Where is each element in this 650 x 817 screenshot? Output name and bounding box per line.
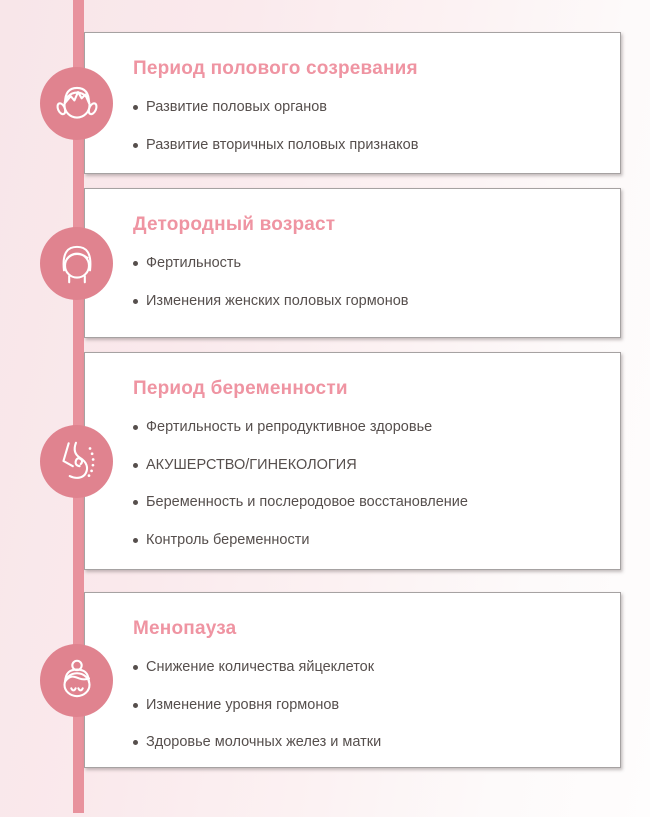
stage-circle xyxy=(40,425,113,498)
stage-bullet: Развитие половых органов xyxy=(133,98,602,118)
pregnant-woman-icon xyxy=(52,436,102,486)
stage-bullet: Снижение количества яйцеклеток xyxy=(133,658,602,678)
stage-bullet: АКУШЕРСТВО/ГИНЕКОЛОГИЯ xyxy=(133,456,602,476)
stage-bullet: Фертильность xyxy=(133,254,602,274)
stage-bullet-list xyxy=(133,418,602,550)
stage-circle xyxy=(40,227,113,300)
stage-bullet-list xyxy=(133,658,602,753)
adult-woman-face-icon xyxy=(52,238,102,288)
stage-bullet: Контроль беременности xyxy=(133,531,602,551)
stage-circle xyxy=(40,644,113,717)
stage-bullet-list xyxy=(133,98,602,155)
stage-bullet: Здоровье молочных желез и матки xyxy=(133,733,602,753)
stage-card xyxy=(84,592,621,768)
stage-bullet: Изменение уровня гормонов xyxy=(133,696,602,716)
stage-bullet: Изменения женских половых гормонов xyxy=(133,292,602,312)
girl-with-pigtails-icon xyxy=(52,78,102,128)
stage-card xyxy=(84,352,621,570)
stage-title: Период беременности xyxy=(133,378,348,399)
elderly-woman-bun-icon xyxy=(52,655,102,705)
stage-title: Менопауза xyxy=(133,618,237,639)
stage-bullet: Развитие вторичных половых признаков xyxy=(133,136,602,156)
stage-card xyxy=(84,32,621,174)
stage-bullet: Беременность и послеродовое восстановление xyxy=(133,493,602,513)
stage-card xyxy=(84,188,621,338)
stage-bullet: Фертильность и репродуктивное здоровье xyxy=(133,418,602,438)
stage-bullet-list xyxy=(133,254,602,311)
stage-title: Период полового созревания xyxy=(133,58,418,79)
stage-title: Детородный возраст xyxy=(133,214,336,235)
stage-circle xyxy=(40,67,113,140)
